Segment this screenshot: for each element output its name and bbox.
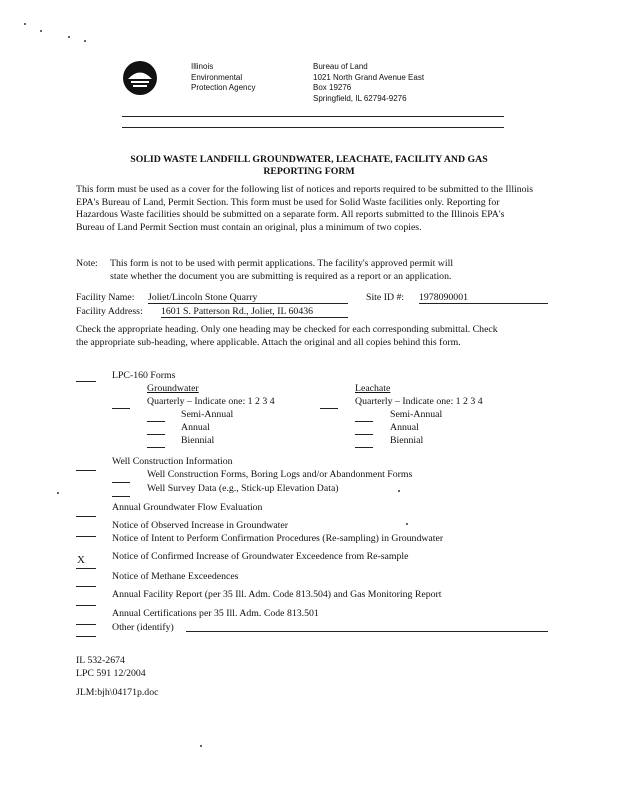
note-label: Note: <box>76 258 98 269</box>
groundwater-annual-checkbox[interactable] <box>147 425 165 435</box>
agency-name-line: Protection Agency <box>191 83 256 92</box>
form-title <box>40 154 578 178</box>
instructions-paragraph: Check the appropriate heading. Only one heading may be checked for each corresponding submittal. Check the appropriate sub-heading, where applicable. Attach the original and all copies behind this form. <box>76 324 498 348</box>
observed-increase-label: Notice of Observed Increase in Groundwater <box>112 520 288 531</box>
confirmed-increase-label: Notice of Confirmed Increase of Groundwater Exceedence from Re-sample <box>112 551 409 562</box>
well-survey-label: Well Survey Data (e.g., Stick-up Elevation Data) <box>147 483 339 494</box>
leachate-quarterly-label: Quarterly – Indicate one: 1 2 3 4 <box>355 396 483 407</box>
leachate-quarterly-checkbox[interactable] <box>320 399 338 409</box>
annual-facility-label: Annual Facility Report (per 35 Ill. Adm. Code 813.504) and Gas Monitoring Report <box>112 589 442 600</box>
annual-facility-checkbox[interactable] <box>76 596 96 606</box>
site-id-field[interactable] <box>419 292 548 304</box>
groundwater-quarterly-checkbox[interactable] <box>112 399 130 409</box>
header-rule <box>122 127 504 128</box>
well-forms-label: Well Construction Forms, Boring Logs and/or Abandonment Forms <box>147 469 413 480</box>
groundwater-semiannual-checkbox[interactable] <box>147 412 165 422</box>
address-line: Bureau of Land <box>313 62 368 71</box>
site-id-value: 1978090001 <box>419 292 468 303</box>
leachate-heading: Leachate <box>355 383 391 394</box>
scan-speck <box>200 745 202 747</box>
leachate-biennial-checkbox[interactable] <box>355 438 373 448</box>
other-identify-field[interactable] <box>186 631 548 632</box>
note-text: This form is not to be used with permit applications. The facility's approved permit will <box>110 258 454 269</box>
facility-address-value: 1601 S. Patterson Rd., Joliet, IL 60436 <box>161 306 314 317</box>
lpc160-label: LPC-160 Forms <box>112 370 176 381</box>
form-revision: LPC 591 12/2004 <box>76 668 146 679</box>
groundwater-semiannual-label: Semi-Annual <box>181 409 234 420</box>
scan-speck <box>24 23 26 25</box>
form-number: IL 532-2674 <box>76 655 125 666</box>
leachate-semiannual-checkbox[interactable] <box>355 412 373 422</box>
agency-logo <box>122 60 158 96</box>
header-rule <box>122 116 504 117</box>
intro-paragraph: This form must be used as a cover for the following list of notices and reports required to be submitted to the Illinois EPA's Bureau of Land, Permit Section. This form must be used for Solid Waste facilities only. Reporting for Hazardous Waste facilities should be submitted on a separate form. All reports submitted to the Illinois EPA's Bureau of Land Permit Section must contain an original, plus a minimum of two copies. <box>76 184 534 233</box>
well-construction-checkbox[interactable] <box>76 461 96 471</box>
site-id-label: Site ID #: <box>366 292 405 303</box>
well-construction-label: Well Construction Information <box>112 456 233 467</box>
leachate-annual-label: Annual <box>390 422 419 433</box>
other-checkbox[interactable] <box>76 627 96 637</box>
leachate-annual-checkbox[interactable] <box>355 425 373 435</box>
address-line: Springfield, IL 62794-9276 <box>313 93 407 103</box>
well-forms-checkbox[interactable] <box>112 473 130 483</box>
annual-cert-checkbox[interactable] <box>76 615 96 625</box>
note-text: state whether the document you are submitting is required as a report or an application. <box>110 271 452 282</box>
methane-checkbox[interactable] <box>76 577 96 587</box>
leachate-biennial-label: Biennial <box>390 435 424 446</box>
well-survey-checkbox[interactable] <box>112 487 130 497</box>
facility-address-field[interactable] <box>161 306 348 318</box>
title-line: SOLID WASTE LANDFILL GROUNDWATER, LEACHATE, FACILITY AND GAS <box>130 154 488 165</box>
agency-name-line: Environmental <box>191 72 243 82</box>
agency-name-line: Illinois <box>191 62 214 71</box>
annual-flow-label: Annual Groundwater Flow Evaluation <box>112 502 263 513</box>
confirmed-increase-mark: X <box>77 554 85 566</box>
scan-speck <box>57 492 59 494</box>
scan-speck <box>40 30 42 32</box>
facility-name-label: Facility Name: <box>76 292 135 303</box>
annual-flow-checkbox[interactable] <box>76 507 96 517</box>
annual-cert-label: Annual Certifications per 35 Ill. Adm. Code 813.501 <box>112 608 319 619</box>
resampling-label: Notice of Intent to Perform Confirmation Procedures (Re-sampling) in Groundwater <box>112 533 444 544</box>
methane-label: Notice of Methane Exceedences <box>112 571 239 582</box>
facility-address-label: Facility Address: <box>76 306 143 317</box>
scan-speck <box>68 36 70 38</box>
address-line: Box 19276 <box>313 83 352 92</box>
scan-speck <box>84 40 86 42</box>
groundwater-quarterly-label: Quarterly – Indicate one: 1 2 3 4 <box>147 396 275 407</box>
lpc160-checkbox[interactable] <box>76 372 96 382</box>
agency-address <box>313 62 424 104</box>
address-line: 1021 North Grand Avenue East <box>313 72 425 82</box>
other-label: Other (identify) <box>112 622 174 633</box>
agency-name <box>191 62 255 94</box>
groundwater-heading: Groundwater <box>147 383 199 394</box>
document-reference: JLM:bjh\04171p.doc <box>76 687 159 698</box>
confirmed-increase-checkbox[interactable] <box>76 554 96 569</box>
scan-speck <box>398 490 400 492</box>
scan-speck <box>406 523 408 525</box>
facility-name-field[interactable] <box>148 292 348 304</box>
leachate-semiannual-label: Semi-Annual <box>390 409 443 420</box>
groundwater-annual-label: Annual <box>181 422 210 433</box>
title-line: REPORTING FORM <box>263 166 355 177</box>
groundwater-biennial-checkbox[interactable] <box>147 438 165 448</box>
groundwater-biennial-label: Biennial <box>181 435 215 446</box>
observed-increase-checkbox[interactable] <box>76 527 96 537</box>
facility-name-value: Joliet/Lincoln Stone Quarry <box>148 292 258 303</box>
